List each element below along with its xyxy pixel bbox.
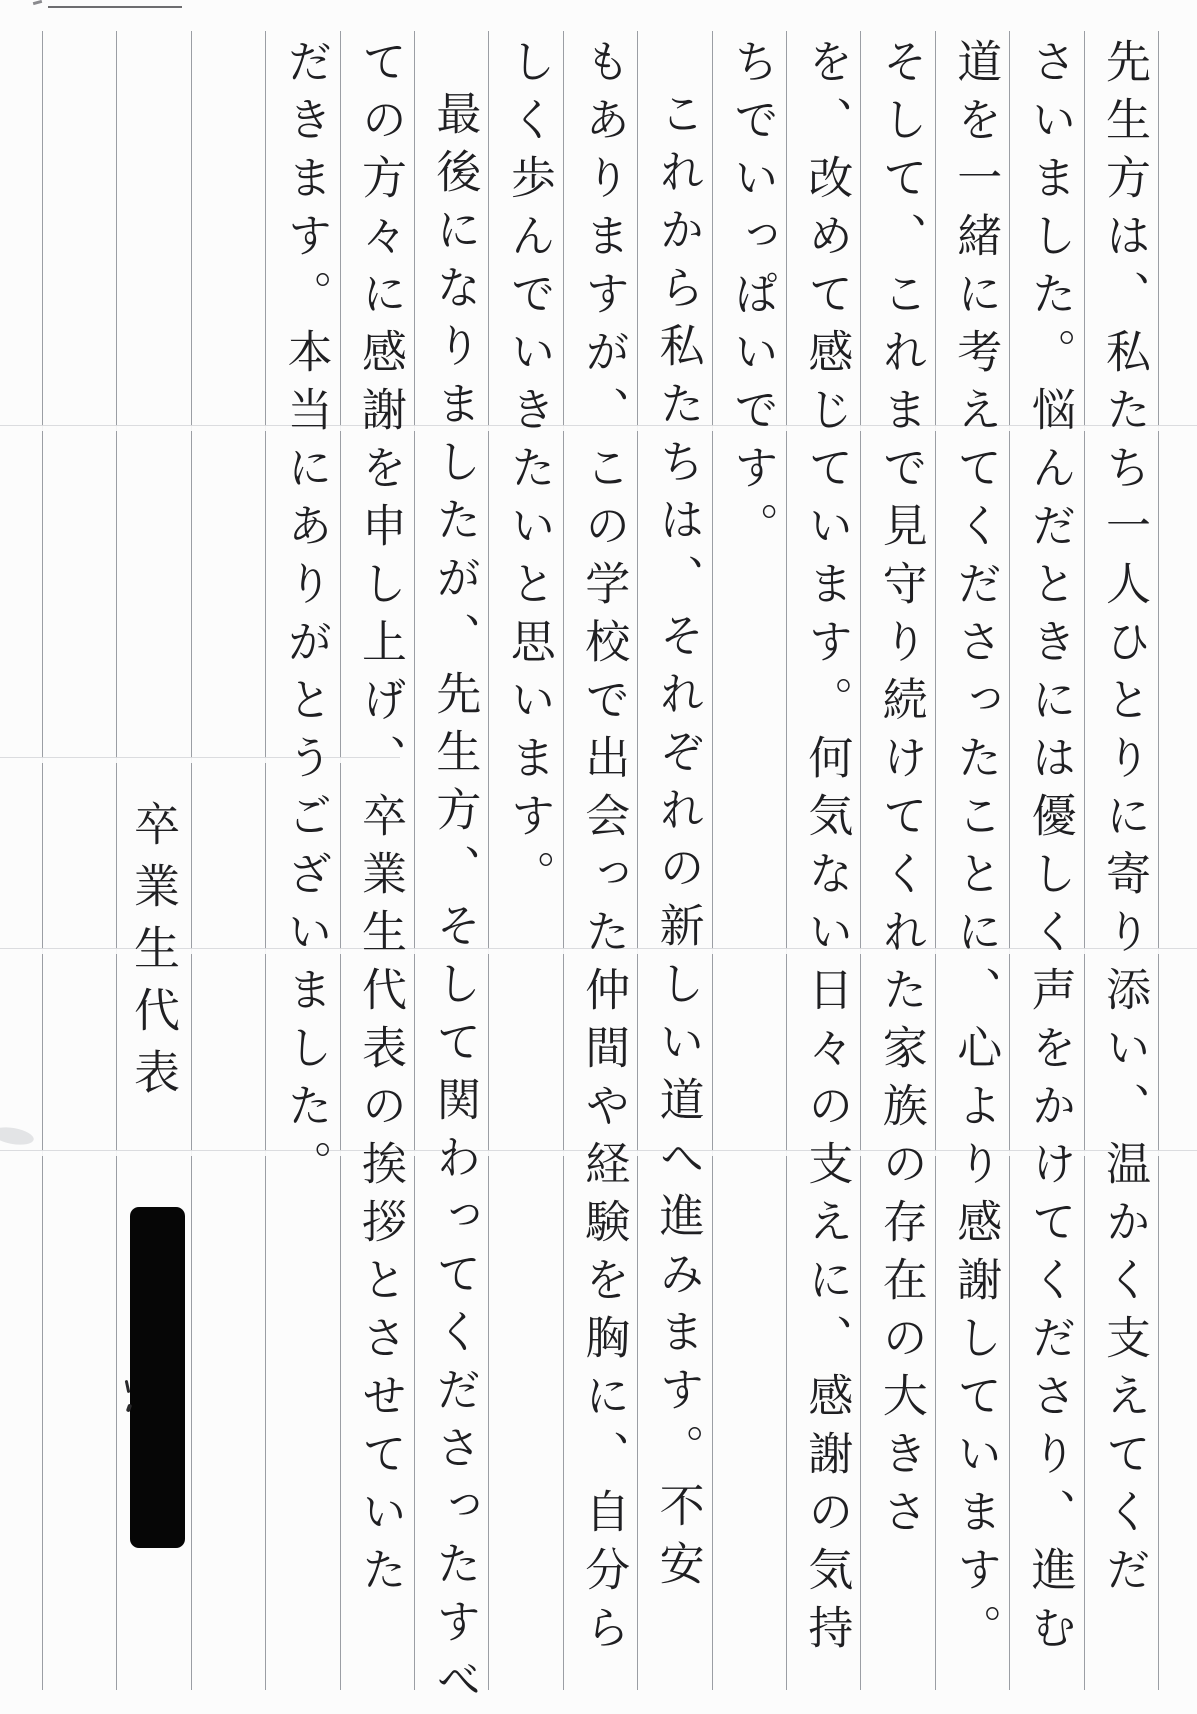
column-text: もありますが、この学校で出会った仲間や経験を胸に、自分ら xyxy=(577,38,631,1662)
handwritten-column-2 xyxy=(1013,38,1087,1703)
handwritten-column-8 xyxy=(566,38,640,1703)
ruled-line xyxy=(42,31,43,1690)
redacted-name-box xyxy=(130,1207,185,1548)
handwritten-column-1 xyxy=(1087,38,1161,1703)
column-text: ての方々に感謝を申し上げ、卒業生代表の挨拶とさせていた xyxy=(354,38,407,1604)
column-text: を、改めて感じています。何気ない日々の支えに、感謝の気持 xyxy=(800,38,854,1662)
handwritten-column-11 xyxy=(343,38,417,1703)
signature-title: 卒業生代表 xyxy=(127,800,181,1110)
column-text: 最後になりましたが、先生方、そして関わってくださったすべ xyxy=(428,90,482,1714)
column-text: これから私たちは、それぞれの新しい道へ進みます。不安 xyxy=(651,90,705,1598)
column-text: さいました。悩んだときには優しく声をかけてくださり、進む xyxy=(1023,38,1077,1662)
column-text: 道を一緒に考えてくださったことに、心より感謝しています。 xyxy=(949,38,1003,1662)
handwritten-column-3 xyxy=(938,38,1012,1703)
handwritten-column-5 xyxy=(789,38,863,1703)
handwritten-column-12 xyxy=(269,38,343,1703)
ruled-line xyxy=(265,31,266,1690)
handwritten-column-7 xyxy=(641,38,715,1703)
column-text: そして、これまで見守り続けてくれた家族の存在の大きさ xyxy=(874,38,928,1546)
scan-smudge xyxy=(0,1124,35,1147)
handwritten-column-6 xyxy=(715,38,789,1703)
signature-column xyxy=(117,800,191,1110)
column-text: しく歩んでいきたいと思います。 xyxy=(502,38,556,908)
column-text: だきます。本当にありがとうございました。 xyxy=(279,38,333,1198)
handwritten-column-10 xyxy=(417,38,491,1714)
column-text: ちでいっぱいです。 xyxy=(726,38,779,560)
handwritten-column-9 xyxy=(492,38,566,1703)
scan-artifact-line xyxy=(48,6,182,8)
handwritten-column-4 xyxy=(864,38,938,1703)
column-text: 先生方は、私たち一人ひとりに寄り添い、温かく支えてくだ xyxy=(1098,38,1151,1604)
scan-artifact-dot xyxy=(33,0,42,5)
